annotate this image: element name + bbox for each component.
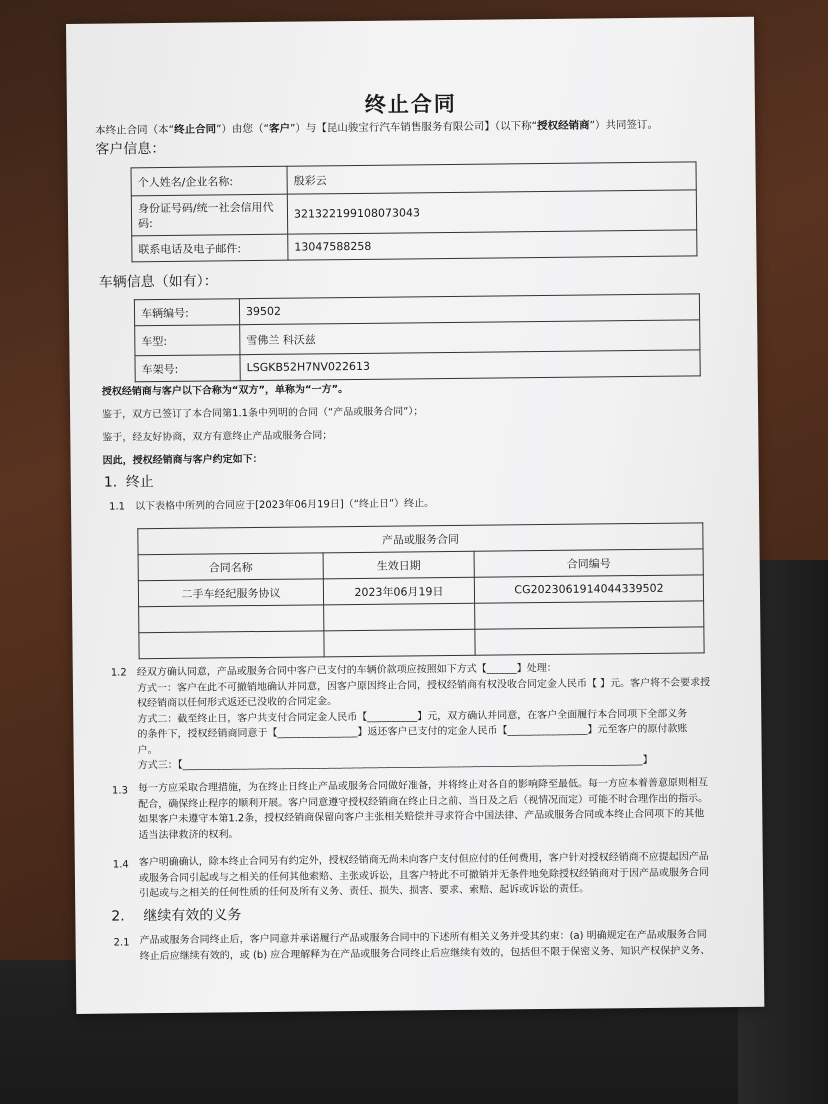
intro-text-3: ”）与【昆山骏宝行汽车销售服务有限公司】（以下称“ (289, 120, 538, 135)
customer-value: 321322199108073043 (287, 190, 696, 234)
vehicle-info-heading: 车辆信息（如有）： (98, 273, 218, 291)
section-2-title: 继续有效的义务 (143, 907, 242, 925)
customer-row (131, 190, 696, 236)
clause-1-4-line: 或服务合同引起或与之相关的任何其他索赔、主张或诉讼，且客户特此不可撤销并无条件地免除授权经销商对于因产品或服务合同 (138, 866, 709, 884)
parties-definition: 授权经销商与客户以下合称为“双方”，单称为“一方”。 (101, 384, 349, 398)
whereas-clause-2: 鉴于，经友好协商，双方有意终止产品或服务合同； (102, 430, 333, 444)
clause-1-2-line: 经双方确认同意，产品或服务合同中客户已支付的车辆价款项应按照如下方式【______】处理： (136, 662, 557, 679)
contract-table (137, 522, 704, 659)
clause-1-2-number: 1.2 (110, 667, 127, 679)
customer-value: 殷彩云 (287, 162, 696, 194)
intro-term-customer: 客户 (268, 122, 291, 135)
contract-table-empty-row (139, 627, 704, 659)
section-1-number: 1. (103, 474, 118, 491)
vehicle-value: 雪佛兰 科沃兹 (240, 320, 700, 355)
clause-1-2-line: 户。 (137, 744, 158, 756)
header-contract-name: 合同名称 (138, 553, 323, 581)
customer-label: 个人姓名/企业名称: (131, 166, 287, 196)
customer-value: 13047588258 (288, 230, 697, 260)
section-1-title: 终止 (125, 474, 154, 491)
intro-text-2: ”）由您（“ (216, 122, 270, 136)
customer-label: 联系电话及电子邮件: (132, 234, 288, 262)
section-2-number: 2. (111, 908, 125, 925)
clause-1-3-text (138, 775, 749, 843)
customer-row (132, 230, 697, 262)
clause-1-2-line: 方式二：截至终止日，客户共支付合同定金人民币【__________】元，双方确认并同意，在客户全面履行本合同项下全部义务 (137, 708, 688, 725)
clause-1-4-text (139, 849, 749, 902)
vehicle-info-table (134, 293, 701, 382)
vehicle-row (135, 350, 700, 382)
document-page (66, 17, 764, 1014)
clause-1-4-line: 引起或与之相关的任何性质的任何及所有义务、责任、损失、损害、要求、索赔、起诉或诉讼的责任。 (139, 883, 590, 900)
contract-name-cell: 二手车经纪服务协议 (138, 579, 323, 607)
clause-1-2-line: 方式一：客户在此不可撤销地确认并同意，因客户原因终止合同，授权经销商有权没收合同定金人民币【 】元。客户将不会要求授 (136, 676, 711, 694)
clause-1-3-line: 适当法律救济的权利。 (138, 828, 239, 841)
vehicle-label: 车架号: (135, 355, 240, 382)
clause-2-1-text (140, 927, 750, 964)
clause-1-1-text: 以下表格中所列的合同应于[2023年06月19日]（“终止日”）终止。 (135, 498, 435, 513)
clause-1-2-line: 方式三：【____________________________________________________________________________________________】 (137, 754, 653, 772)
clause-2-1-number: 2.1 (113, 937, 130, 949)
effective-date-cell: 2023年06月19日 (323, 577, 474, 605)
therefore-clause: 因此，授权经销商与客户约定如下： (102, 453, 263, 467)
vehicle-label: 车型: (135, 325, 240, 356)
vehicle-value: 39502 (239, 294, 699, 325)
clause-1-4-line: 客户明确确认，除本终止合同另有约定外，授权经销商无尚未向客户支付但应付的任何费用，客户针对授权经销商不应提起因产品 (138, 851, 709, 869)
header-effective-date: 生效日期 (323, 551, 474, 579)
customer-info-table (131, 161, 698, 262)
clause-1-3-number: 1.3 (111, 785, 128, 797)
clause-1-3-line: 配合，确保终止程序的顺利开展。客户同意遵守授权经销商在终止日之前、当日及之后（视情况而定）可能不时合理作出的指示。 (138, 792, 709, 810)
customer-info-heading: 客户信息： (95, 140, 166, 158)
clause-1-3-line: 每一方应采取合理措施，为在终止日终止产品或服务合同做好准备，并将终止对各自的影响降至最低。每一方应本着善意原则相互 (137, 777, 709, 795)
clause-1-4-number: 1.4 (112, 859, 129, 871)
contract-table-caption: 产品或服务合同 (138, 523, 703, 555)
intro-text-1: 本终止合同（本“ (95, 123, 175, 137)
clause-1-2-text (137, 659, 748, 774)
clause-1-2-line: 权经销商以任何形式返还已没收的合同定金。 (137, 696, 338, 710)
clause-1-3-line: 如果客户未遵守本第1.2条，授权经销商保留向客户主张相关赔偿并寻求符合中国法律、产品或服务合同或本终止合同项下的其他 (138, 808, 705, 826)
clause-1-2-line: 的条件下，授权经销商同意于【________________】返还客户已支付的定金人民币【________________】元至客户的原付款账 (137, 723, 688, 741)
intro-term-termination: 终止合同 (174, 123, 217, 136)
header-contract-number: 合同编号 (474, 549, 703, 577)
vehicle-label: 车辆编号: (134, 299, 239, 326)
contract-number-cell: CG2023061914044339502 (474, 575, 703, 603)
whereas-clause-1: 鉴于，双方已签订了本合同第1.1条中列明的合同（“产品或服务合同”）； (102, 406, 424, 421)
customer-label: 身份证号码/统一社会信用代码: (131, 194, 287, 236)
intro-term-dealer: 授权经销商 (537, 119, 590, 133)
clause-2-1-line: 产品或服务合同终止后，客户同意并承诺履行产品或服务合同中的下述所有相关义务并受其约束：(a) 明确规定在产品或服务合同 (139, 929, 707, 947)
clause-1-1-number: 1.1 (109, 501, 126, 513)
document-title: 终止合同 (364, 91, 457, 117)
clause-2-1-line: 终止后应继续有效的，或 (b) 应合理解释为在产品或服务合同终止后应继续有效的，包括但不限于保密义务、知识产权保护义务、 (139, 944, 711, 962)
intro-text-4: ”）共同签订。 (589, 118, 659, 132)
vehicle-value: LSGKB52H7NV022613 (240, 350, 700, 381)
